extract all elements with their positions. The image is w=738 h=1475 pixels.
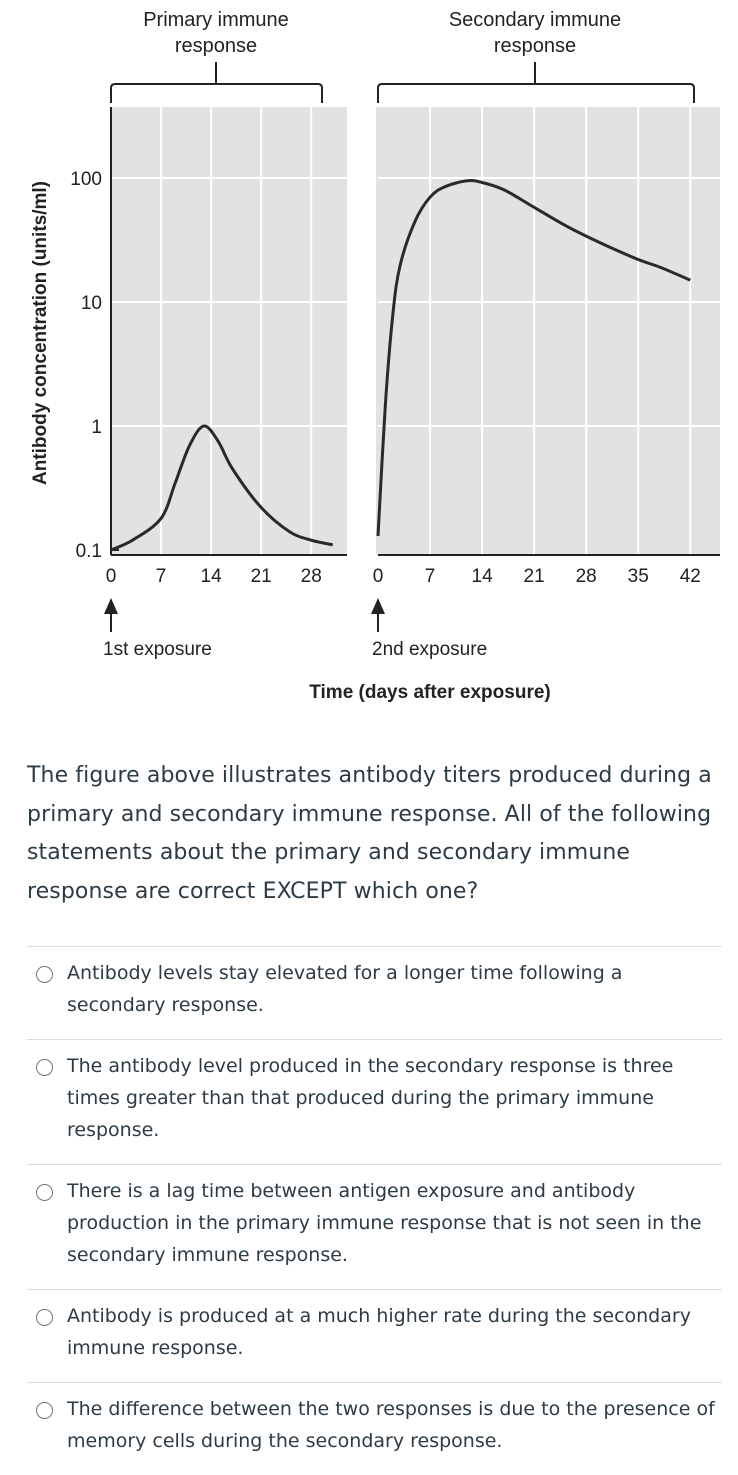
answer-label: The antibody level produced in the secondary response is three times greater than that produced during the primary immune response.: [67, 1055, 674, 1141]
x-tick-label: 35: [627, 566, 649, 587]
x-tick-label: 21: [250, 566, 272, 587]
title-line: Primary immune: [143, 9, 289, 31]
second-exposure-arrow: [371, 598, 385, 632]
primary-title: [143, 9, 289, 57]
radio-button[interactable]: [36, 966, 53, 983]
first-exposure-label: 1st exposure: [103, 639, 212, 660]
answer-label: Antibody is produced at a much higher rate during the secondary immune response.: [67, 1305, 691, 1359]
x-tick-label: 0: [105, 566, 117, 587]
title-line: response: [493, 35, 577, 57]
radio-button[interactable]: [36, 1059, 53, 1076]
answer-label: There is a lag time between antigen exposure and antibody production in the primary immune response that is not seen in the secondary immune response.: [67, 1180, 702, 1266]
y-tick-label: 10: [80, 293, 102, 314]
x-tick-label: 14: [200, 566, 222, 587]
answer-option[interactable]: [27, 946, 722, 1039]
secondary-title: [449, 9, 621, 57]
second-exposure-label: 2nd exposure: [372, 639, 488, 660]
y-axis-label: Antibody concentration (units/ml): [30, 181, 51, 485]
y-tick-label: 0.1: [75, 541, 102, 562]
answer-option[interactable]: [27, 1164, 722, 1289]
x-tick-label: 7: [155, 566, 167, 587]
answer-option[interactable]: [27, 1039, 722, 1164]
answer-option[interactable]: [27, 1382, 722, 1475]
answer-list: [27, 946, 722, 1475]
radio-button[interactable]: [36, 1309, 53, 1326]
answer-option[interactable]: [27, 1289, 722, 1382]
immune-response-figure: [0, 0, 738, 720]
x-tick-label: 0: [372, 566, 384, 587]
x-axis-label: Time (days after exposure): [309, 682, 551, 703]
title-line: Secondary immune: [448, 9, 622, 31]
x-tick-label: 7: [424, 566, 436, 587]
first-exposure-arrow: [104, 598, 118, 632]
radio-button[interactable]: [36, 1184, 53, 1201]
title-line: response: [174, 35, 258, 57]
y-tick-label: 1: [91, 417, 102, 438]
secondary-plot-area: [376, 107, 720, 555]
x-tick-label: 14: [471, 566, 493, 587]
answer-label: Antibody levels stay elevated for a longer time following a secondary response.: [67, 962, 623, 1016]
y-tick-label: 100: [70, 169, 102, 190]
x-tick-label: 28: [300, 566, 322, 587]
primary-brace: [111, 62, 322, 103]
x-tick-label: 28: [575, 566, 597, 587]
x-tick-label: 21: [523, 566, 545, 587]
radio-button[interactable]: [36, 1402, 53, 1419]
question-text: The figure above illustrates antibody titers produced during a primary and secondary immune response. All of the following statements about the primary and secondary immune response are correct EXCEPT which one?: [27, 763, 712, 904]
secondary-brace: [378, 62, 694, 103]
x-tick-label: 42: [679, 566, 701, 587]
answer-label: The difference between the two responses is due to the presence of memory cells during the secondary response.: [67, 1398, 715, 1452]
